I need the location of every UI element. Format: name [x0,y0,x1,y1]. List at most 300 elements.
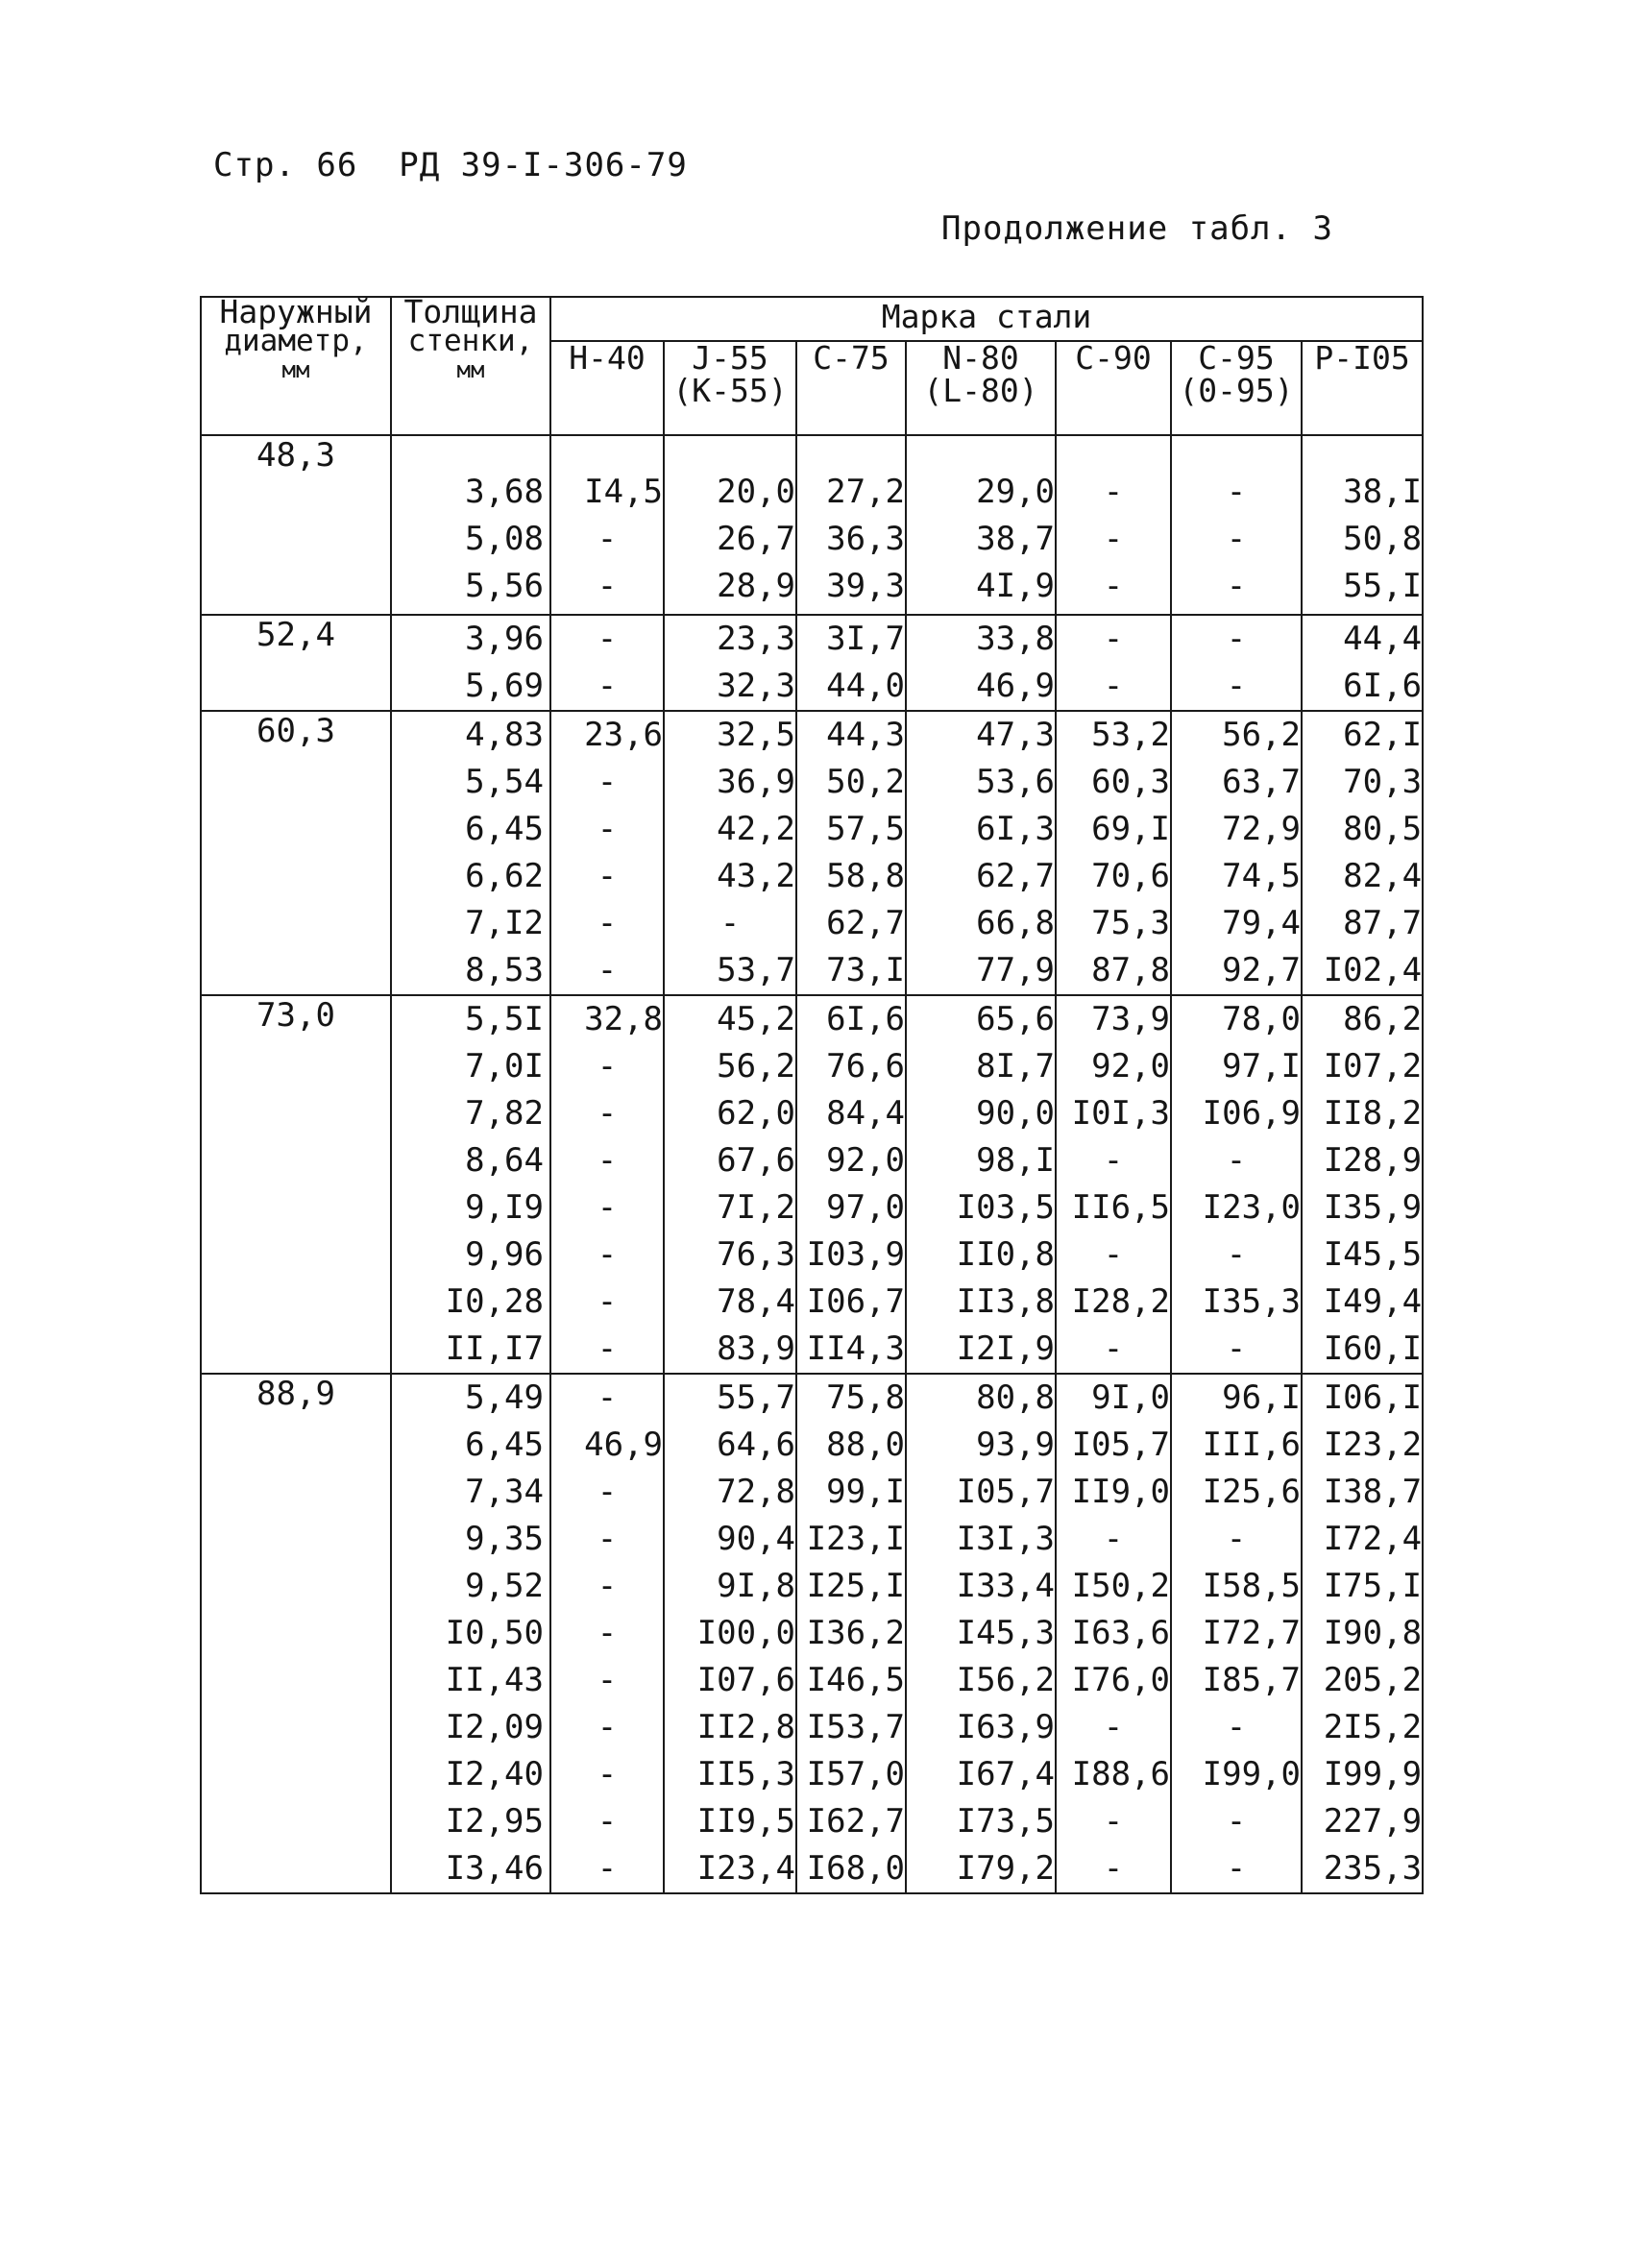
header-line: мм [281,356,310,383]
grade-value-cell [906,1374,1056,1893]
cell-value: I75,I [1323,1567,1423,1605]
cell-value: I2,95 [445,1802,544,1841]
cell-value: I03,9 [806,1235,905,1274]
header-grade [664,341,796,435]
cell-value: - [1226,567,1247,605]
cell-value: 8,64 [465,1141,544,1180]
cell-value: 23,3 [717,620,795,658]
wall-thickness-cell [391,995,550,1374]
cell-value: - [597,1661,618,1699]
cell-value: - [597,1755,618,1793]
grade-label: N-80 [942,339,1019,377]
cell-value: I68,0 [806,1849,905,1888]
grade-label: С-75 [813,339,890,377]
cell-value: 9I,0 [1091,1378,1170,1417]
cell-value: - [597,1378,618,1417]
cell-value: 32,3 [717,667,795,705]
cell-value: I67,4 [956,1755,1055,1793]
grade-value-cell [796,435,906,615]
cell-value: 32,8 [584,1000,663,1038]
cell-value: 27,2 [826,473,905,511]
cell-value: - [597,1329,618,1368]
grade-value-cell [664,435,796,615]
grade-value-cell [1056,1374,1171,1893]
cell-value: 47,3 [976,716,1055,754]
grade-value-cell [1302,995,1423,1374]
cell-value: II3,8 [956,1282,1055,1321]
cell-value: - [1226,1802,1247,1841]
cell-value: 87,7 [1343,904,1423,942]
cell-value: I0,28 [445,1282,544,1321]
cell-value: 75,3 [1091,904,1170,942]
cell-value: - [1103,1849,1124,1888]
cell-value: 26,7 [717,520,795,558]
cell-value: 43,2 [717,857,795,895]
cell-value: 23,6 [584,716,663,754]
cell-value: I25,I [806,1567,905,1605]
cell-value: 5,69 [465,667,544,705]
cell-value: - [1226,520,1247,558]
grade-value-cell [1056,995,1171,1374]
cell-value: 3I,7 [826,620,905,658]
table-row [201,615,1423,711]
cell-value: 87,8 [1091,951,1170,989]
grade-value-cell [1171,615,1302,711]
cell-value: 53,7 [717,951,795,989]
cell-value: 28,9 [717,567,795,605]
cell-value: 72,9 [1222,810,1301,848]
cell-value: 235,3 [1323,1849,1423,1888]
cell-value: II5,3 [696,1755,795,1793]
cell-value: I60,I [1323,1329,1423,1368]
cell-value: 50,8 [1343,520,1423,558]
grade-value-cell [550,615,664,711]
cell-value: - [597,763,618,801]
cell-value: 50,2 [826,763,905,801]
cell-value: 92,0 [1091,1047,1170,1085]
cell-value: I88,6 [1071,1755,1170,1793]
cell-value: 9,52 [465,1567,544,1605]
cell-value: - [1103,1235,1124,1274]
cell-value: II,I7 [445,1329,544,1368]
cell-value: I73,5 [956,1802,1055,1841]
cell-value: I23,I [806,1520,905,1558]
cell-value: I85,7 [1202,1661,1301,1699]
cell-value: 76,3 [717,1235,795,1274]
cell-value: 7,I2 [465,904,544,942]
cell-value: 97,0 [826,1188,905,1227]
cell-value: 38,7 [976,520,1055,558]
cell-value: II4,3 [806,1329,905,1368]
cell-value: I76,0 [1071,1661,1170,1699]
cell-value: I02,4 [1323,951,1423,989]
cell-value: 76,6 [826,1047,905,1085]
cell-value: 8,53 [465,951,544,989]
grade-value-cell [906,711,1056,995]
cell-value: - [1103,1520,1124,1558]
cell-value: I90,8 [1323,1614,1423,1652]
cell-value: I0,50 [445,1614,544,1652]
cell-value: II9,0 [1071,1473,1170,1511]
grade-label: (0-95) [1179,372,1294,409]
cell-value: - [597,1282,618,1321]
cell-value: I56,2 [956,1661,1055,1699]
cell-value: I35,9 [1323,1188,1423,1227]
cell-value: 60,3 [1091,763,1170,801]
cell-value: 9,35 [465,1520,544,1558]
header-line: стенки, [407,324,534,358]
header-grade [1171,341,1302,435]
cell-value: - [597,667,618,705]
grade-value-cell [906,435,1056,615]
cell-value: 65,6 [976,1000,1055,1038]
grade-value-cell [1171,1374,1302,1893]
grade-value-cell [1302,711,1423,995]
cell-value: - [597,1520,618,1558]
cell-value: 6I,6 [1343,667,1423,705]
cell-value: 6,62 [465,857,544,895]
cell-value: 4,83 [465,716,544,754]
grade-value-cell [550,711,664,995]
cell-value: I79,2 [956,1849,1055,1888]
cell-value: I28,2 [1071,1282,1170,1321]
cell-value: 227,9 [1323,1802,1423,1841]
table-continuation-label: Продолжение табл. 3 [941,209,1333,248]
cell-value: I0I,3 [1071,1094,1170,1133]
outer-diameter-cell: 48,3 [201,435,391,615]
cell-value: 20,0 [717,473,795,511]
cell-value: I4,5 [584,473,663,511]
header-line: диаметр, [224,324,368,358]
cell-value: 78,0 [1222,1000,1301,1038]
cell-value: 53,2 [1091,716,1170,754]
cell-value: I3,46 [445,1849,544,1888]
cell-value: 33,8 [976,620,1055,658]
cell-value: - [597,1802,618,1841]
cell-value: 70,6 [1091,857,1170,895]
grade-label: (L-80) [923,372,1038,409]
cell-value: 62,0 [717,1094,795,1133]
cell-value: - [1226,620,1247,658]
grade-value-cell [550,1374,664,1893]
cell-value: I05,7 [1071,1426,1170,1464]
cell-value: 9,I9 [465,1188,544,1227]
cell-value: - [1103,1141,1124,1180]
grade-value-cell [1056,615,1171,711]
cell-value: - [597,1614,618,1652]
cell-value: 45,2 [717,1000,795,1038]
cell-value: - [1226,667,1247,705]
header-line: Толщина [403,293,538,330]
cell-value: I06,9 [1202,1094,1301,1133]
cell-value: 92,0 [826,1141,905,1180]
header-grade [1056,341,1171,435]
grade-value-cell [664,711,796,995]
cell-value: 3,68 [465,473,544,511]
grade-value-cell [1302,435,1423,615]
cell-value: - [597,1141,618,1180]
cell-value: - [597,620,618,658]
cell-value: - [1103,620,1124,658]
cell-value: I38,7 [1323,1473,1423,1511]
cell-value: I3I,3 [956,1520,1055,1558]
cell-value: 46,9 [976,667,1055,705]
cell-value: I50,2 [1071,1567,1170,1605]
cell-value: 62,I [1343,716,1423,754]
cell-value: I33,4 [956,1567,1055,1605]
cell-value: - [1103,1802,1124,1841]
cell-value: - [597,520,618,558]
cell-value: 53,6 [976,763,1055,801]
cell-value: I58,5 [1202,1567,1301,1605]
cell-value: 5,49 [465,1378,544,1417]
cell-value: I05,7 [956,1473,1055,1511]
grade-value-cell [1171,711,1302,995]
cell-value: I45,5 [1323,1235,1423,1274]
cell-value: 97,I [1222,1047,1301,1085]
header-steel-grade: Марка стали [550,297,1423,341]
cell-value: 62,7 [826,904,905,942]
cell-value: 6I,3 [976,810,1055,848]
wall-thickness-cell [391,1374,550,1893]
cell-value: 6,45 [465,810,544,848]
cell-value: 80,8 [976,1378,1055,1417]
grade-value-cell [1056,711,1171,995]
cell-value: - [1103,520,1124,558]
grade-value-cell [796,995,906,1374]
header-grade [906,341,1056,435]
cell-value: 67,6 [717,1141,795,1180]
cell-value: I28,9 [1323,1141,1423,1180]
cell-value: 6I,6 [826,1000,905,1038]
cell-value: 75,8 [826,1378,905,1417]
cell-value: 62,7 [976,857,1055,895]
cell-value: - [1103,473,1124,511]
grade-value-cell [1302,615,1423,711]
cell-value: I00,0 [696,1614,795,1652]
grade-value-cell [1171,995,1302,1374]
cell-value: 96,I [1222,1378,1301,1417]
cell-value: - [597,567,618,605]
header-wall-thickness [391,293,550,435]
grade-value-cell [796,1374,906,1893]
cell-value: I2,09 [445,1708,544,1746]
cell-value: - [597,1567,618,1605]
cell-value: - [597,1047,618,1085]
cell-value: I57,0 [806,1755,905,1793]
cell-value: - [597,904,618,942]
table-row [201,435,1423,615]
cell-value: 83,9 [717,1329,795,1368]
cell-value: - [1226,1329,1247,1368]
cell-value: I53,7 [806,1708,905,1746]
cell-value: 58,8 [826,857,905,895]
cell-value: 5,54 [465,763,544,801]
cell-value: - [597,1708,618,1746]
cell-value: I99,9 [1323,1755,1423,1793]
cell-value: 9,96 [465,1235,544,1274]
cell-value: 6,45 [465,1426,544,1464]
cell-value: 8I,7 [976,1047,1055,1085]
cell-value: - [1103,667,1124,705]
cell-value: 92,7 [1222,951,1301,989]
table-row [201,1374,1423,1893]
cell-value: 29,0 [976,473,1055,511]
cell-value: 205,2 [1323,1661,1423,1699]
steel-grade-table [200,293,1424,1894]
cell-value: - [597,810,618,848]
cell-value: 38,I [1343,473,1423,511]
cell-value: 72,8 [717,1473,795,1511]
cell-value: 74,5 [1222,857,1301,895]
cell-value: 2I5,2 [1323,1708,1423,1746]
cell-value: 46,9 [584,1426,663,1464]
cell-value: - [597,857,618,895]
cell-value: I72,7 [1202,1614,1301,1652]
cell-value: I99,0 [1202,1755,1301,1793]
cell-value: 5,08 [465,520,544,558]
cell-value: II8,2 [1323,1094,1423,1133]
cell-value: 56,2 [1222,716,1301,754]
cell-value: 44,4 [1343,620,1423,658]
cell-value: 57,5 [826,810,905,848]
cell-value: 66,8 [976,904,1055,942]
cell-value: 32,5 [717,716,795,754]
header-grade [550,341,664,435]
grade-value-cell [1056,435,1171,615]
cell-value: I63,9 [956,1708,1055,1746]
cell-value: - [1103,1329,1124,1368]
wall-thickness-cell [391,435,550,615]
cell-value: 7,82 [465,1094,544,1133]
cell-value: I07,6 [696,1661,795,1699]
cell-value: 82,4 [1343,857,1423,895]
cell-value: 70,3 [1343,763,1423,801]
cell-value: I36,2 [806,1614,905,1652]
cell-value: - [597,1473,618,1511]
cell-value: I25,6 [1202,1473,1301,1511]
cell-value: 36,9 [717,763,795,801]
grade-value-cell [796,615,906,711]
grade-label: (К-55) [672,372,788,409]
grade-value-cell [664,615,796,711]
grade-value-cell [1302,1374,1423,1893]
cell-value: II9,5 [696,1802,795,1841]
cell-value: 7I,2 [717,1188,795,1227]
outer-diameter-cell: 60,3 [201,711,391,995]
cell-value: I62,7 [806,1802,905,1841]
cell-value: - [597,1094,618,1133]
cell-value: 69,I [1091,810,1170,848]
header-line: Наружный [219,293,373,330]
grade-value-cell [796,711,906,995]
grade-value-cell [906,995,1056,1374]
cell-value: I2,40 [445,1755,544,1793]
cell-value: I49,4 [1323,1282,1423,1321]
grade-value-cell [906,615,1056,711]
cell-value: - [1226,1849,1247,1888]
cell-value: II6,5 [1071,1188,1170,1227]
header-line: мм [456,356,485,383]
cell-value: II0,8 [956,1235,1055,1274]
outer-diameter-cell: 73,0 [201,995,391,1374]
cell-value: 5,56 [465,567,544,605]
grade-value-cell [550,995,664,1374]
cell-value: 55,I [1343,567,1423,605]
page-reference: Стр. 66 РД 39-I-306-79 [213,146,688,184]
cell-value: - [719,904,741,942]
cell-value: 64,6 [717,1426,795,1464]
grade-label: С-95 [1198,339,1275,377]
cell-value: I07,2 [1323,1047,1423,1085]
cell-value: I46,5 [806,1661,905,1699]
outer-diameter-cell: 88,9 [201,1374,391,1893]
grade-label: Н-40 [569,339,646,377]
wall-thickness-cell [391,615,550,711]
cell-value: I23,0 [1202,1188,1301,1227]
cell-value: - [597,1188,618,1227]
cell-value: II,43 [445,1661,544,1699]
grade-value-cell [550,435,664,615]
header-grade [796,341,906,435]
cell-value: 4I,9 [976,567,1055,605]
cell-value: 84,4 [826,1094,905,1133]
cell-value: 44,0 [826,667,905,705]
cell-value: I45,3 [956,1614,1055,1652]
table-row [201,995,1423,1374]
cell-value: - [1226,1520,1247,1558]
cell-value: 7,0I [465,1047,544,1085]
cell-value: 73,I [826,951,905,989]
cell-value: 90,0 [976,1094,1055,1133]
cell-value: 79,4 [1222,904,1301,942]
cell-value: 42,2 [717,810,795,848]
cell-value: 36,3 [826,520,905,558]
cell-value: 77,9 [976,951,1055,989]
cell-value: II2,8 [696,1708,795,1746]
header-grade [1302,341,1423,435]
cell-value: 7,34 [465,1473,544,1511]
grade-value-cell [664,995,796,1374]
cell-value: 55,7 [717,1378,795,1417]
cell-value: 39,3 [826,567,905,605]
cell-value: I35,3 [1202,1282,1301,1321]
cell-value: 99,I [826,1473,905,1511]
grade-value-cell [1171,435,1302,615]
grade-label: Р-I05 [1314,339,1410,377]
cell-value: 56,2 [717,1047,795,1085]
cell-value: 86,2 [1343,1000,1423,1038]
cell-value: 88,0 [826,1426,905,1464]
grade-label: С-90 [1075,339,1152,377]
cell-value: I2I,9 [956,1329,1055,1368]
wall-thickness-cell [391,711,550,995]
cell-value: - [1103,1708,1124,1746]
cell-value: 80,5 [1343,810,1423,848]
cell-value: - [597,1849,618,1888]
cell-value: I03,5 [956,1188,1055,1227]
outer-diameter-cell: 52,4 [201,615,391,711]
header-outer-diameter [201,293,391,435]
cell-value: 44,3 [826,716,905,754]
cell-value: I06,I [1323,1378,1423,1417]
cell-value: 9I,8 [717,1567,795,1605]
cell-value: I23,4 [696,1849,795,1888]
cell-value: 63,7 [1222,763,1301,801]
cell-value: - [1226,473,1247,511]
cell-value: I63,6 [1071,1614,1170,1652]
cell-value: 90,4 [717,1520,795,1558]
